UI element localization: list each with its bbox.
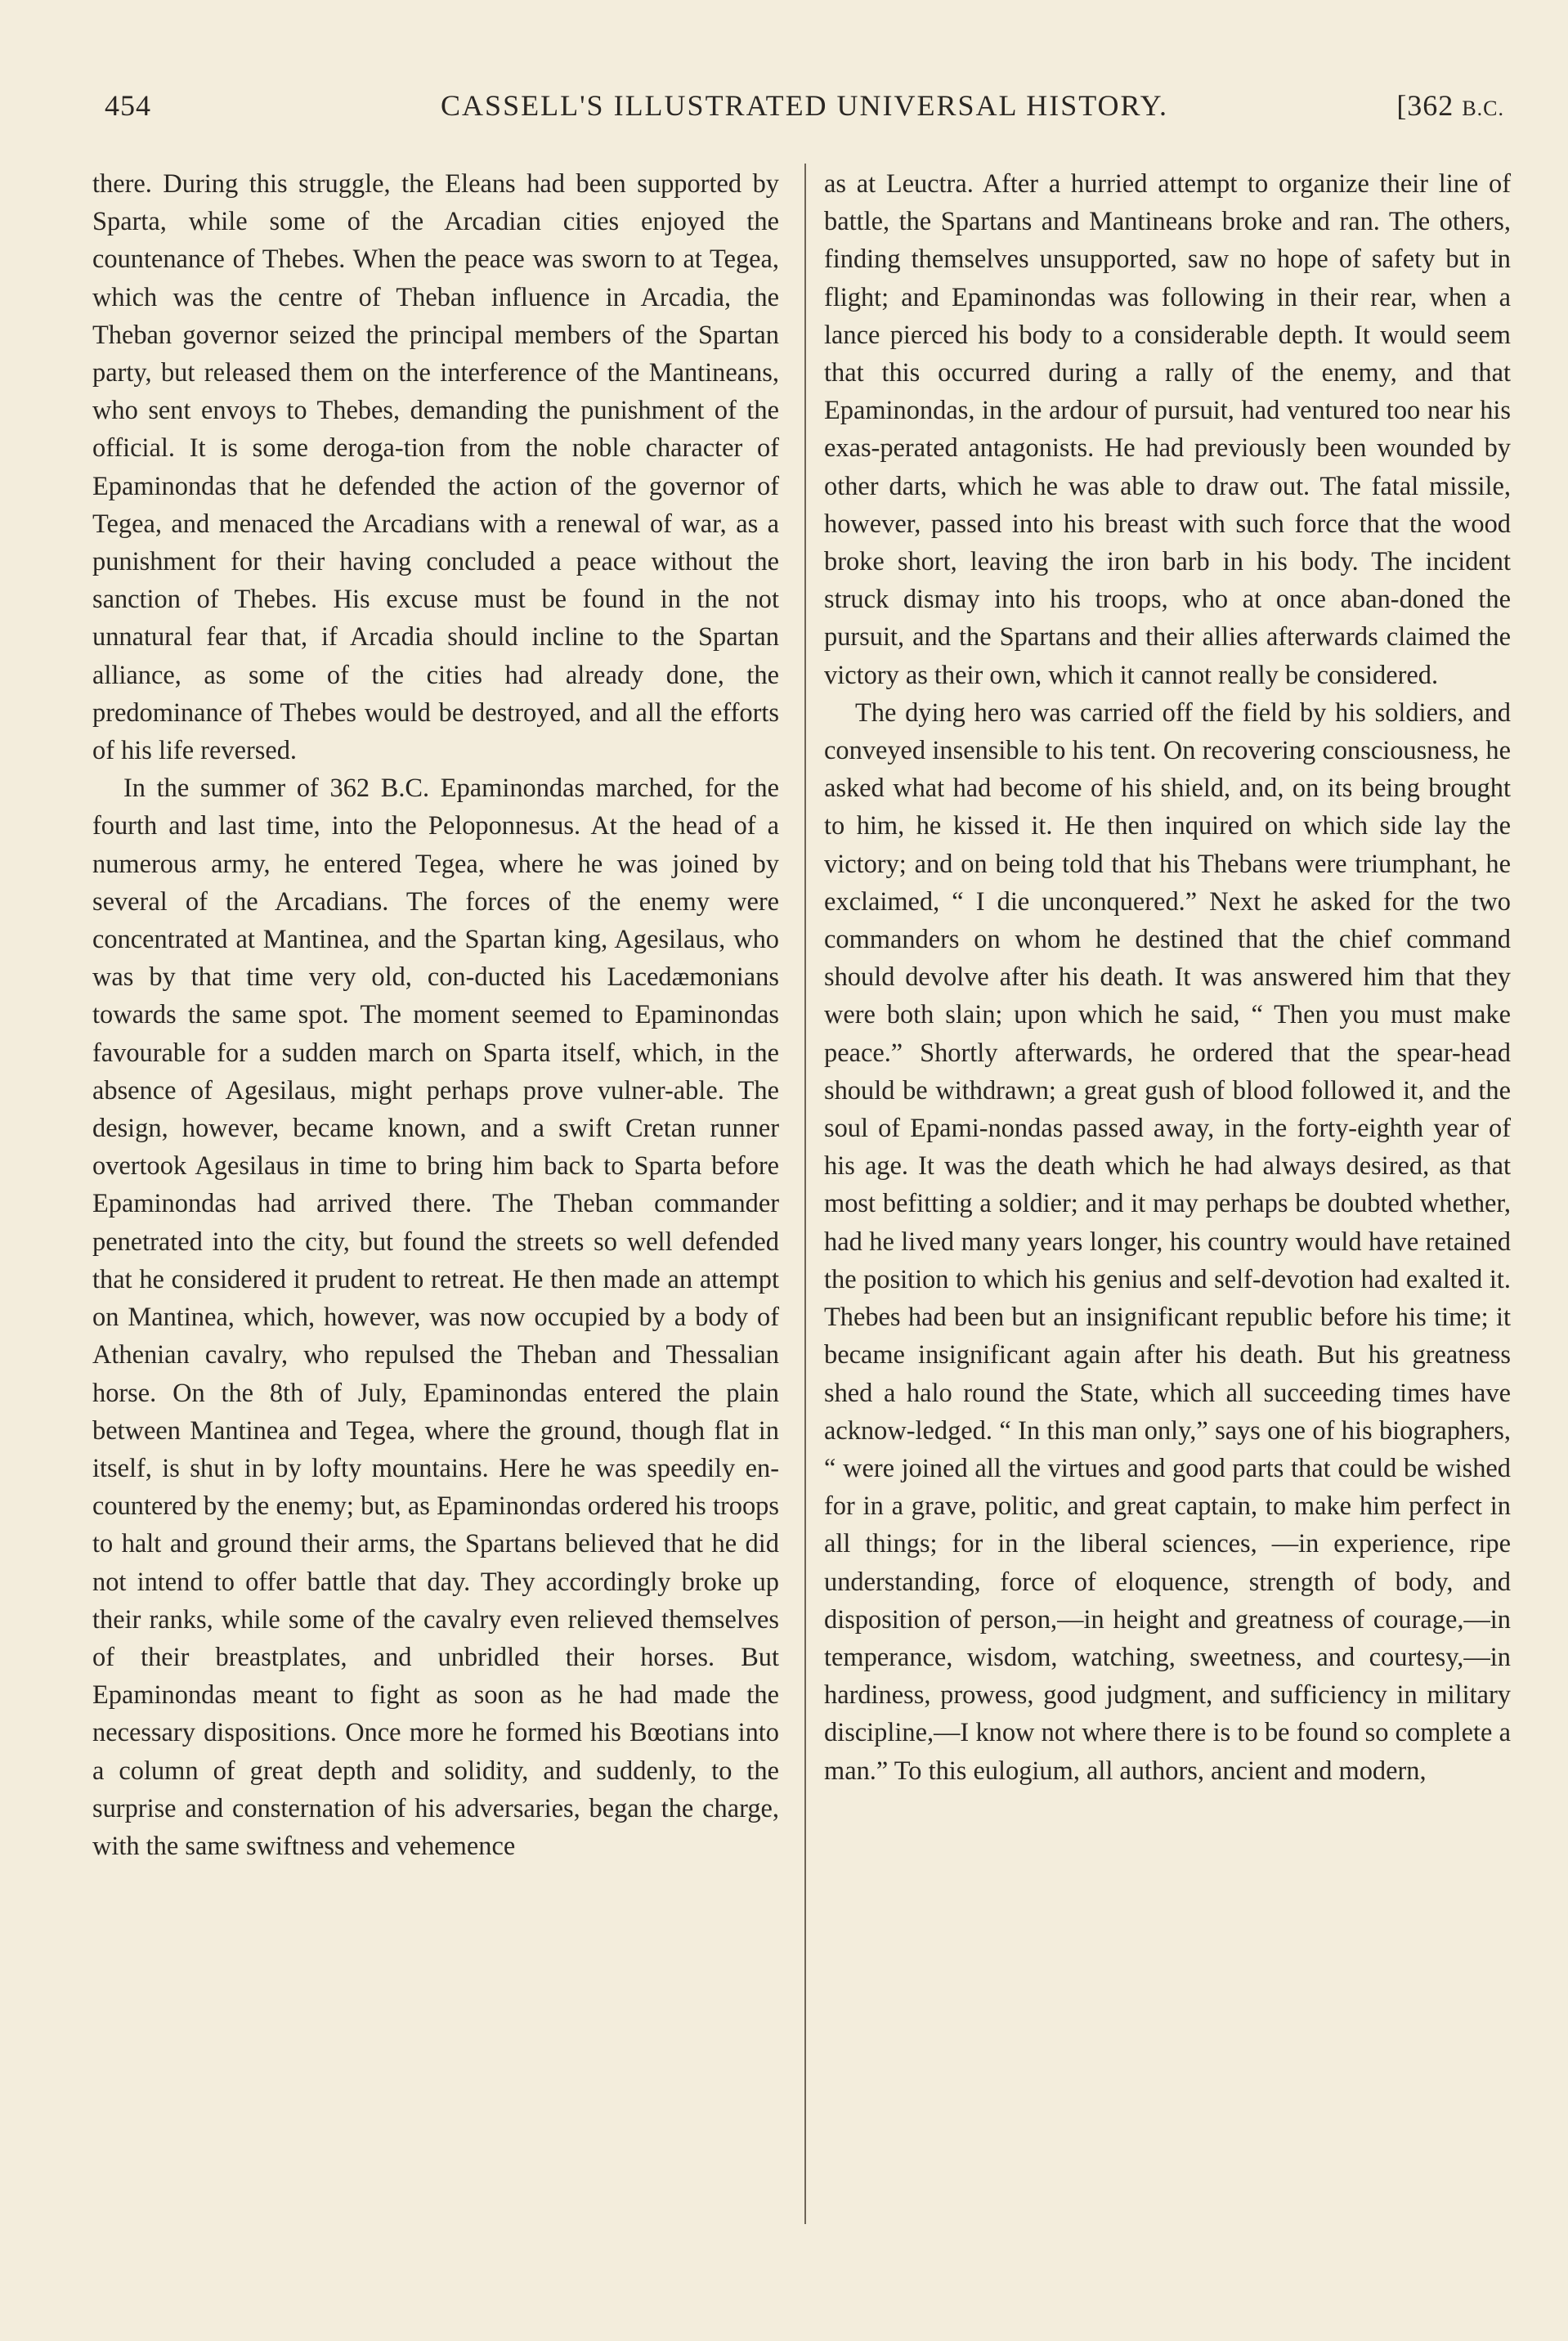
running-head — [105, 88, 1504, 128]
left-paragraph-1: there. During this struggle, the Eleans had been supported by Sparta, while some of the Arcadian cities enjoyed the countenance of Thebes. When the peace was sworn to at Tegea, which was the centre of Theban influence in Arcadia, the Theban governor seized the principal members of the Spartan party, but released them on the interference of the Mantineans, who sent envoys to Thebes, demanding the punishment of the official. It is some deroga-tion from the noble character of Epaminondas that he defended the action of the governor of Tegea, and menaced the Arcadians with a renewal of war, as a punishment for their having concluded a peace without the sanction of Thebes. His excuse must be found in the not unnatural fear that, if Arcadia should incline to the Spartan alliance, as some of the cities had already done, the predominance of Thebes would be destroyed, and all the efforts of his life reversed. — [92, 169, 779, 766]
running-date-era: B.C. — [1462, 96, 1504, 120]
running-date-year: [362 — [1396, 89, 1463, 122]
left-column — [92, 165, 779, 1865]
left-paragraph-2: In the summer of 362 B.C. Epaminondas marched, for the fourth and last time, into the Peloponnesus. At the head of a numerous army, he entered Tegea, where he was joined by several of the Arcadians. The forces of the enemy were concentrated at Mantinea, and the Spartan king, Agesilaus, who was by that time very old, con-ducted his Lacedæmonians towards the same spot. The moment seemed to Epaminondas favourable for a sudden march on Sparta itself, which, in the absence of Agesilaus, might perhaps prove vulner-able. The design, however, became known, and a swift Cretan runner overtook Agesilaus in time to bring him back to Sparta before Epaminondas had arrived there. The Theban commander penetrated into the city, but found the streets so well defended that he considered it prudent to retreat. He then made an attempt on Mantinea, which, however, was now occupied by a body of Athenian cavalry, who repulsed the Theban and Thessalian horse. On the 8th of July, Epaminondas entered the plain between Mantinea and Tegea, where the ground, though flat in itself, is shut in by lofty mountains. Here he was speedily en-countered by the enemy; but, as Epaminondas ordered his troops to halt and ground their arms, the Spartans believed that he did not intend to offer battle that day. They accordingly broke up their ranks, while some of the cavalry even relieved themselves of their breastplates, and unbridled their horses. But Epaminondas meant to fight as soon as he had made the necessary dispositions. Once more he formed his Bœotians into a column of great depth and solidity, and suddenly, to the surprise and consternation of his adversaries, began the charge, with the same swiftness and vehemence — [92, 774, 779, 1861]
column-divider — [804, 164, 806, 2224]
right-paragraph-1: as at Leuctra. After a hurried attempt to organize their line of battle, the Spartans and Mantineans broke and ran. The others, finding themselves unsupported, saw no hope of safety but in flight; and Epaminondas was following in their rear, when a lance pierced his body to a considerable depth. It would seem that this occurred during a rally of the enemy, and that Epaminondas, in the ardour of pursuit, had ventured too near his exas-perated antagonists. He had previously been wounded by other darts, which he was able to draw out. The fatal missile, however, passed into his breast with such force that the wood broke short, leaving the iron barb in his body. The incident struck dismay into his troops, who at once aban-doned the pursuit, and the Spartans and their allies afterwards claimed the victory as their own, which it cannot really be considered. — [824, 169, 1511, 690]
running-date — [1396, 88, 1504, 123]
running-title: CASSELL'S ILLUSTRATED UNIVERSAL HISTORY. — [441, 89, 1168, 122]
page-number: 454 — [105, 89, 151, 122]
right-paragraph-2: The dying hero was carried off the field by his soldiers, and conveyed insensible to his tent. On recovering consciousness, he asked what had become of his shield, and, on its being brought to him, he kissed it. He then inquired on which side lay the victory; and on being told that his Thebans were triumphant, he exclaimed, “ I die unconquered.” Next he asked for the two commanders on whom he destined that the chief command should devolve after his death. It was answered him that they were both slain; upon which he said, “ Then you must make peace.” Shortly afterwards, he ordered that the spear-head should be withdrawn; a great gush of blood followed it, and the soul of Epami-nondas passed away, in the forty-eighth year of his age. It was the death which he had always desired, as that most befitting a soldier; and it may perhaps be doubted whether, had he lived many years longer, his country would have retained the position to which his genius and self-devotion had exalted it. Thebes had been but an insignificant republic before his time; it became insignificant again after his death. But his greatness shed a halo round the State, which all succeeding times have acknow-ledged. “ In this man only,” says one of his biographers, “ were joined all the virtues and good parts that could be wished for in a grave, politic, and great captain, to make him perfect in all things; for in the liberal sciences, —in experience, ripe understanding, force of eloquence, strength of body, and disposition of person,—in height and greatness of courage,—in temperance, wisdom, watching, sweetness, and courtesy,—in hardiness, prowess, good judgment, and sufficiency in military discipline,—I know not where there is to be found so complete a man.” To this eulogium, all authors, ancient and modern, — [824, 697, 1511, 1786]
right-column — [824, 165, 1511, 1790]
